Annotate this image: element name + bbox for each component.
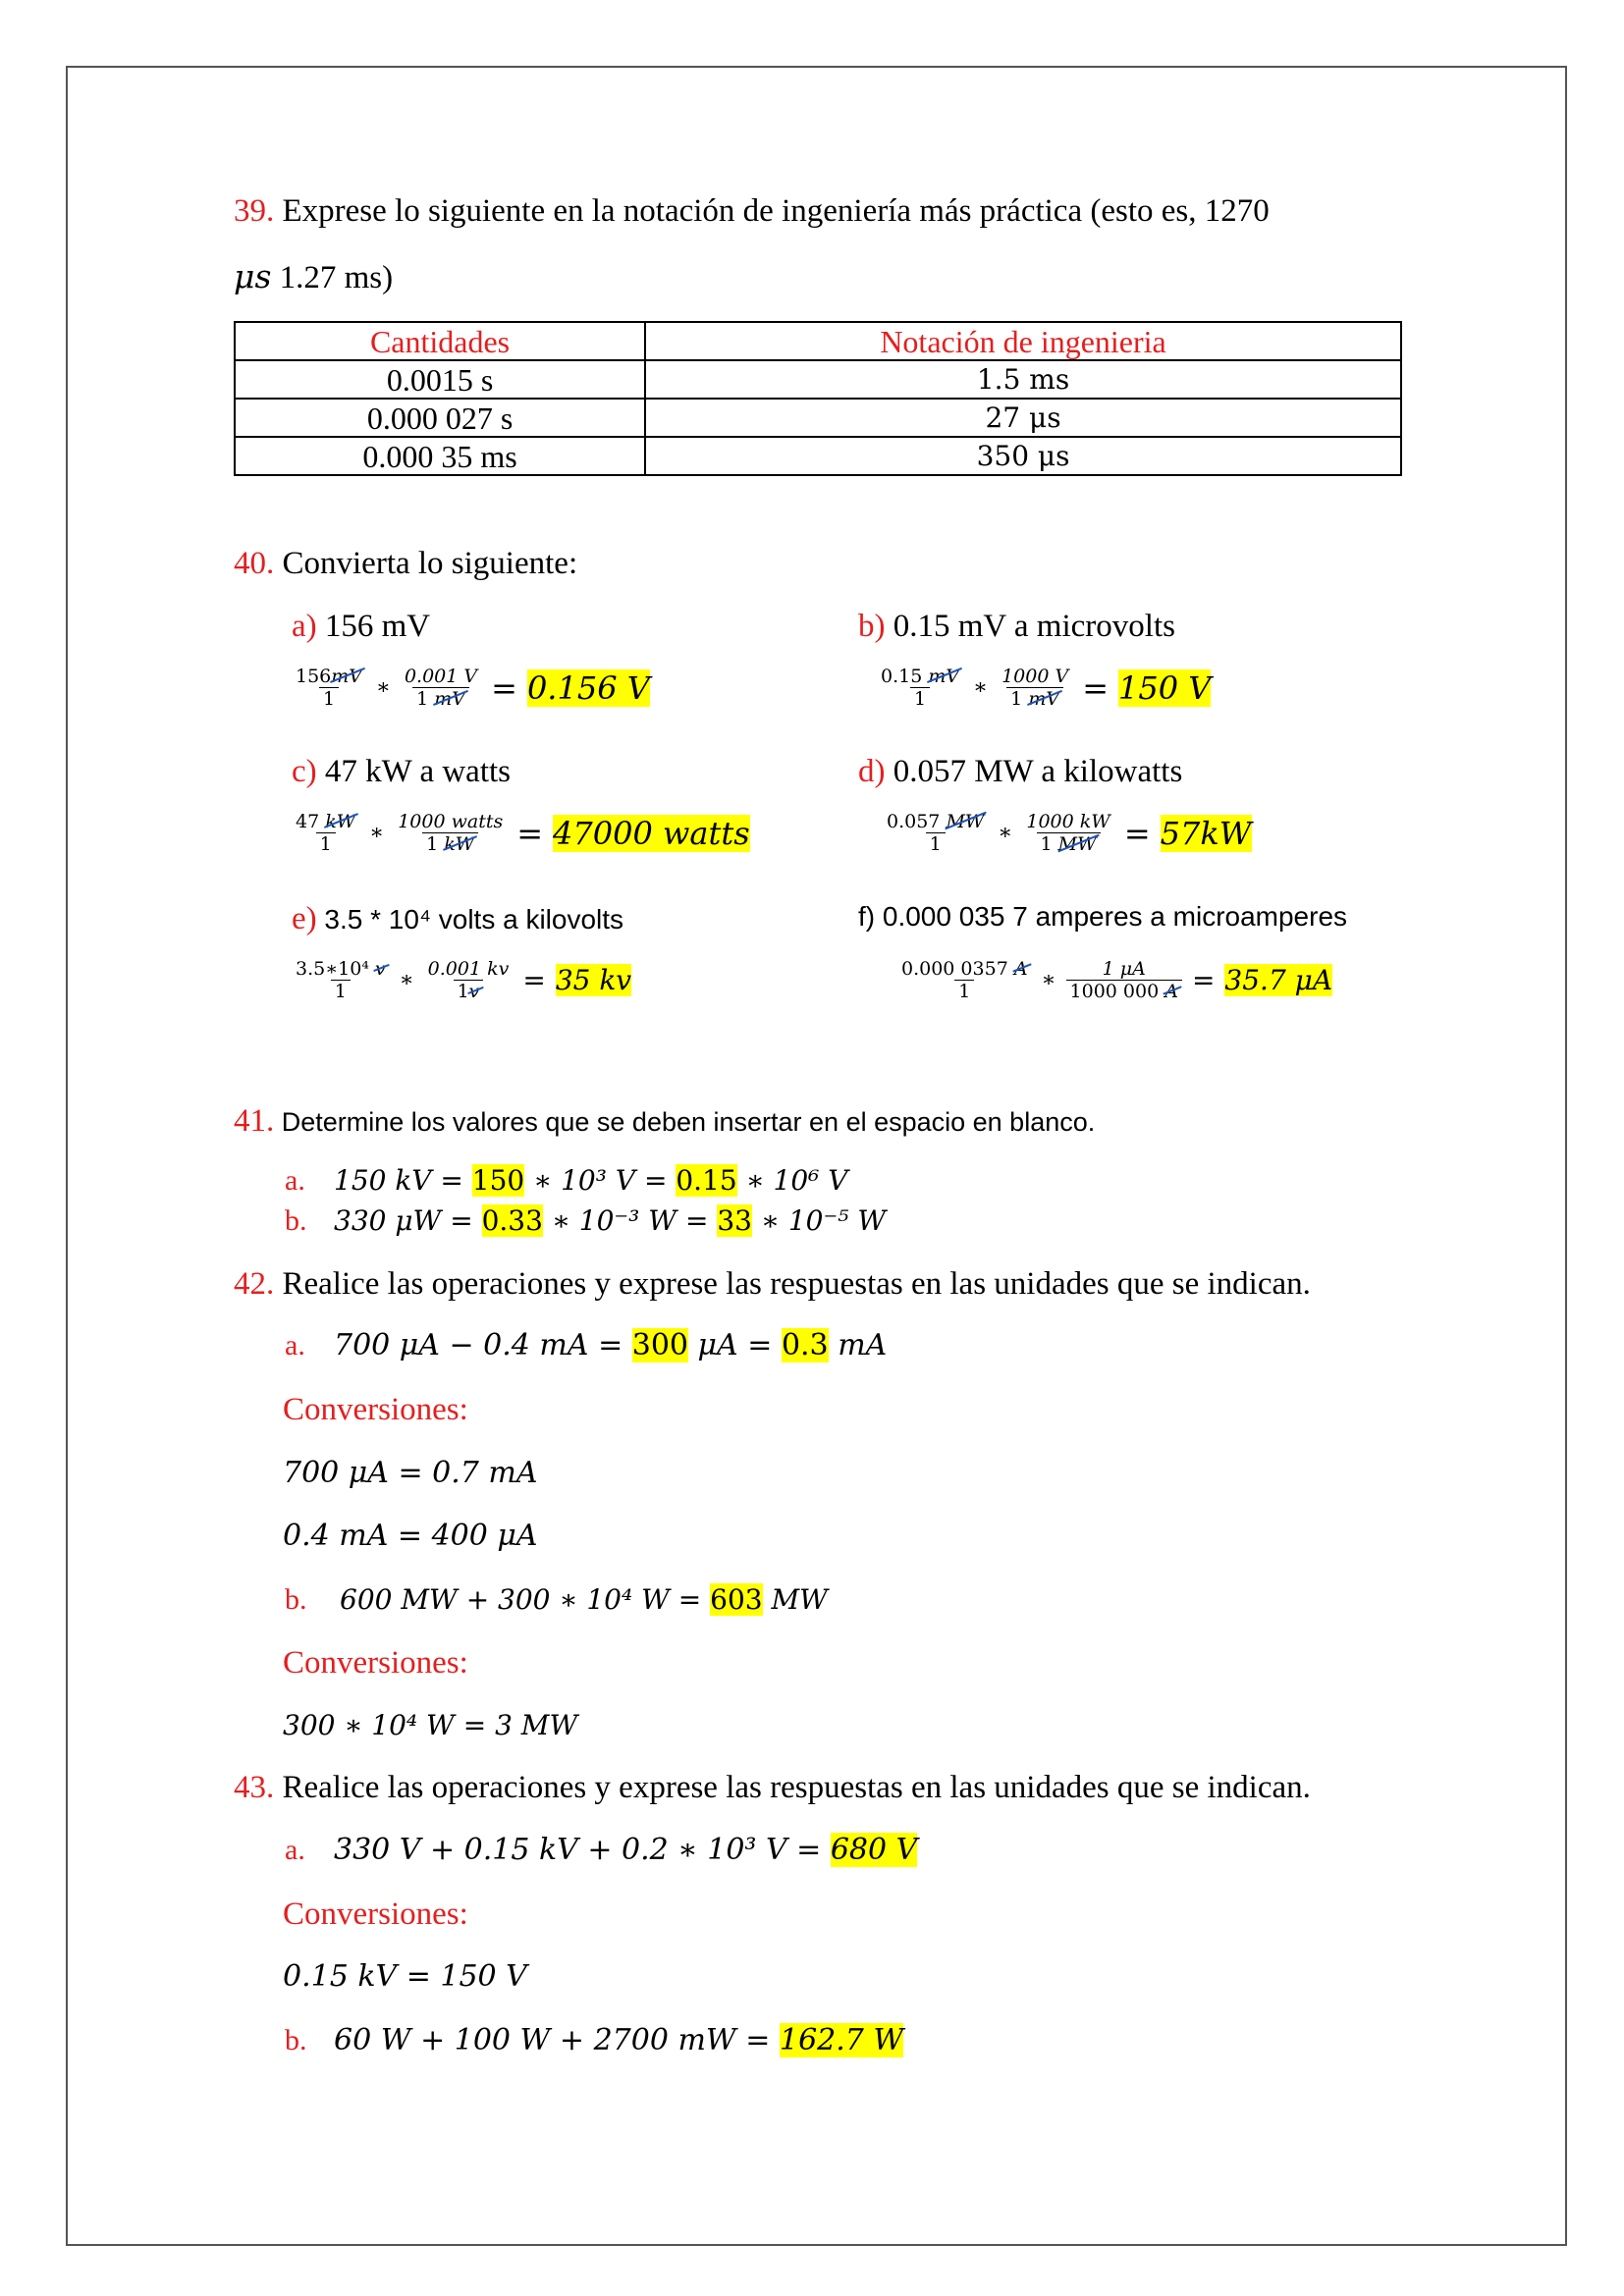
question-text: Convierta lo siguiente: xyxy=(282,546,578,581)
numerator: 3.5∗10⁴ xyxy=(296,958,375,980)
item-d-equation: $\frac{0.057 MW}{1}$ ∗ $\frac{1000 kW}{1 MW}$ = 57kW xyxy=(883,811,1252,855)
denominator: 1 xyxy=(319,687,339,710)
denominator: 1 xyxy=(331,980,351,1002)
item-e-equation: $\frac{\text{3.5∗10⁴ v}}{1}$ ∗ $\frac{0.001 kv}{1v}$ = 35 kv xyxy=(292,958,631,1002)
denominator: 1 xyxy=(910,687,930,710)
numerator: 0.001 V xyxy=(404,666,478,687)
answer-highlight: 150 xyxy=(471,1164,525,1197)
item-label: a) xyxy=(292,609,317,644)
item-label: b. xyxy=(285,1204,307,1237)
equation-part: 60 W + 100 W + 2700 mW = xyxy=(334,2023,780,2057)
question-43 xyxy=(234,1770,1311,1806)
item-label: b. xyxy=(285,1583,307,1616)
numerator: 156 xyxy=(296,666,332,687)
cancelled-unit: mV xyxy=(928,666,960,687)
cancelled-unit: v xyxy=(468,981,480,1002)
question-number: 40. xyxy=(234,546,275,581)
conversion-line: 0.15 kV = 150 V xyxy=(283,1959,527,1994)
cancelled-unit: A xyxy=(1013,958,1028,980)
cancelled-unit: mV xyxy=(331,666,363,687)
table-header: Notación de ingenieria xyxy=(645,322,1401,360)
table-cell: 0.000 027 s xyxy=(235,399,645,437)
answer-highlight: 47000 watts xyxy=(553,814,750,852)
item-c-equation: $\frac{47 kW}{1}$ ∗ $\frac{\text{1000 watts}}{1 kW}$ = 47000 watts xyxy=(292,811,750,855)
question-number: 41. xyxy=(234,1103,275,1139)
item-43a xyxy=(285,1833,917,1867)
equation-part: 330 μW = xyxy=(334,1204,482,1237)
item-text: 156 mV xyxy=(316,609,431,644)
question-text: Realice las operaciones y exprese las respuestas en las unidades que se indican. xyxy=(274,1266,1311,1302)
fraction xyxy=(292,958,390,1002)
answer-highlight: 0.33 xyxy=(481,1204,543,1237)
numerator: 47 xyxy=(296,811,326,832)
table-cell: 1.5 ms xyxy=(645,360,1401,399)
item-label: b. xyxy=(285,2024,307,2056)
conversions-label: Conversiones: xyxy=(283,1645,468,1681)
answer-highlight: 603 xyxy=(710,1583,763,1616)
fraction xyxy=(897,958,1032,1002)
item-e-title xyxy=(292,901,623,937)
denominator: 1 xyxy=(457,981,469,1002)
table-cell: 350 μs xyxy=(645,437,1401,475)
item-c-title xyxy=(292,754,511,790)
item-f-equation: $\frac{0.000 0357 A}{1}$ ∗ $\frac{1 \mu A}{1000 000 A}$ = 35.7 μA xyxy=(897,958,1332,1002)
answer-highlight: 0.15 xyxy=(676,1164,737,1197)
numerator: 0.057 xyxy=(887,811,947,832)
item-b-equation: $\frac{0.15 mV}{1}$ ∗ $\frac{1000 V}{1 mV}$ = 150 V xyxy=(877,666,1211,710)
answer-highlight: 35.7 μA xyxy=(1224,964,1333,996)
table-header-row xyxy=(235,322,1401,360)
denominator: 1 xyxy=(1040,833,1058,855)
denominator: 1 xyxy=(316,832,336,855)
equation-part: ∗ 10⁶ V xyxy=(736,1164,848,1197)
denominator: 1 xyxy=(926,832,946,855)
denominator: 1 xyxy=(1010,688,1029,710)
item-b-title xyxy=(858,609,1175,645)
cancelled-unit: mV xyxy=(434,688,465,710)
fraction xyxy=(401,666,481,710)
item-a-title xyxy=(292,609,430,645)
equation-part: MW xyxy=(762,1583,828,1616)
mu-unit: μs xyxy=(234,257,272,295)
equation-part: 700 μA − 0.4 mA = xyxy=(334,1328,632,1362)
answer-highlight: 150 V xyxy=(1118,668,1212,707)
equation-part: 150 kV = xyxy=(334,1164,472,1197)
item-41b xyxy=(285,1204,886,1238)
numerator: 0.15 xyxy=(881,666,929,687)
item-41a xyxy=(285,1164,847,1198)
cancelled-unit: mV xyxy=(1028,688,1060,710)
question-number: 39. xyxy=(234,193,275,229)
item-label: c) xyxy=(292,754,317,789)
question-text-cont: 1.27 ms) xyxy=(271,260,394,295)
cancelled-unit: v xyxy=(374,958,386,980)
denominator: 1 xyxy=(416,688,435,710)
item-label: a. xyxy=(285,1164,305,1197)
answer-highlight: 162.7 W xyxy=(779,2023,904,2057)
conversion-line: 300 ∗ 10⁴ W = 3 MW xyxy=(283,1709,578,1741)
item-label: d) xyxy=(858,754,886,789)
answer-highlight: 680 V xyxy=(830,1833,918,1867)
item-42b xyxy=(285,1583,828,1617)
numerator: 0.001 kv xyxy=(427,958,510,980)
equation-part: ∗ 10⁻³ W = xyxy=(542,1204,718,1237)
conversion-line: 0.4 mA = 400 μA xyxy=(283,1519,538,1553)
cancelled-unit: kW xyxy=(444,833,475,855)
item-f-title: f) 0.000 035 7 amperes a microamperes xyxy=(858,901,1348,932)
table-row xyxy=(235,437,1401,475)
table-row xyxy=(235,399,1401,437)
item-label: b) xyxy=(858,609,886,644)
item-label: a. xyxy=(285,1329,305,1362)
question-39-line2 xyxy=(234,257,393,296)
numerator: 0.000 0357 xyxy=(901,958,1014,980)
equation-part: μA = xyxy=(688,1328,782,1362)
denominator: 1000 000 xyxy=(1069,981,1165,1002)
item-label: e) xyxy=(292,901,317,936)
fraction xyxy=(877,666,963,710)
table-cell: 27 μs xyxy=(645,399,1401,437)
table-cell: 0.0015 s xyxy=(235,360,645,399)
equation-part: 600 MW + 300 ∗ 10⁴ W = xyxy=(340,1583,711,1616)
cancelled-unit: MW xyxy=(1057,833,1097,855)
item-label: a. xyxy=(285,1834,305,1866)
question-number: 43. xyxy=(234,1770,275,1805)
table-header: Cantidades xyxy=(235,322,645,360)
question-39 xyxy=(234,193,1270,230)
item-d-title xyxy=(858,754,1182,790)
answer-highlight: 35 kv xyxy=(555,964,632,996)
equation-part: mA xyxy=(828,1328,888,1362)
item-text: 0.057 MW a kilowatts xyxy=(885,754,1183,789)
answer-highlight: 33 xyxy=(717,1204,752,1237)
fraction xyxy=(292,811,359,855)
question-text: Determine los valores que se deben insertar en el espacio en blanco. xyxy=(274,1107,1096,1137)
item-a-equation: $\frac{156mV}{1}$ ∗ $\frac{0.001 V}{1 mV}$ = 0.156 V xyxy=(292,666,650,710)
answer-highlight: 300 xyxy=(631,1328,689,1362)
numerator: 1 μA xyxy=(1102,958,1146,980)
answer-highlight: 0.156 V xyxy=(526,668,650,707)
fraction xyxy=(1066,958,1182,1002)
question-41 xyxy=(234,1103,1095,1140)
equation-part: ∗ 10⁻⁵ W xyxy=(751,1204,887,1237)
question-number: 42. xyxy=(234,1266,275,1302)
fraction xyxy=(883,811,988,855)
denominator: 1 xyxy=(954,980,974,1002)
table-cell: 0.000 35 ms xyxy=(235,437,645,475)
fraction xyxy=(394,811,507,855)
equation-part: ∗ 10³ V = xyxy=(524,1164,677,1197)
equation-part: 330 V + 0.15 kV + 0.2 ∗ 10³ V = xyxy=(334,1833,831,1867)
question-42 xyxy=(234,1266,1311,1303)
fraction xyxy=(424,958,514,1002)
answer-highlight: 57kW xyxy=(1160,814,1252,852)
question-text: Exprese lo siguiente en la notación de ingeniería más práctica (esto es, 1270 xyxy=(282,193,1270,229)
numerator: 1000 watts xyxy=(398,811,504,832)
item-43b xyxy=(285,2023,903,2057)
numerator: 1000 V xyxy=(1001,666,1069,687)
answer-highlight: 0.3 xyxy=(781,1328,829,1362)
conversions-label: Conversiones: xyxy=(283,1392,468,1427)
cancelled-unit: A xyxy=(1164,981,1178,1002)
fraction xyxy=(292,666,366,710)
item-text: 3.5 * 10⁴ volts a kilovolts xyxy=(316,904,624,934)
fraction xyxy=(998,666,1072,710)
question-text: Realice las operaciones y exprese las respuestas en las unidades que se indican. xyxy=(274,1770,1311,1805)
fraction xyxy=(1022,811,1113,855)
numerator: 1000 kW xyxy=(1026,811,1110,832)
notation-table xyxy=(234,321,1402,476)
conversions-label: Conversiones: xyxy=(283,1896,468,1932)
item-42a xyxy=(285,1328,887,1362)
item-text: 0.15 mV a microvolts xyxy=(885,609,1175,644)
cancelled-unit: MW xyxy=(946,811,985,832)
conversion-line: 700 μA = 0.7 mA xyxy=(283,1456,538,1490)
denominator: 1 xyxy=(426,833,445,855)
item-text: 47 kW a watts xyxy=(316,754,511,789)
table-row xyxy=(235,360,1401,399)
cancelled-unit: kW xyxy=(325,811,356,832)
question-40 xyxy=(234,546,577,582)
